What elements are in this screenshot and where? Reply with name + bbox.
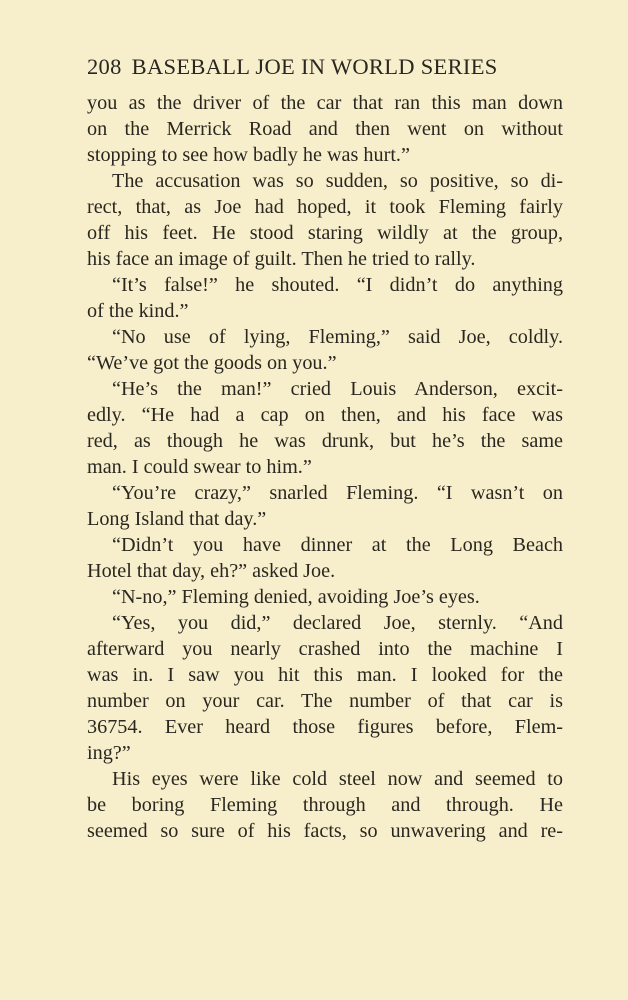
text-line: stopping to see how badly he was hurt.” <box>87 144 410 166</box>
text-line: ing?” <box>87 742 131 764</box>
text-line: his face an image of guilt. Then he tried to rally. <box>87 248 476 270</box>
text-line: of the kind.” <box>87 300 189 322</box>
text-line: edly. “He had a cap on then, and his face was <box>87 404 563 426</box>
text-line: “He’s the man!” cried Louis Anderson, excit- <box>112 378 563 400</box>
text-line: The accusation was so sudden, so positive, so di- <box>112 170 563 192</box>
text-line: “N-no,” Fleming denied, avoiding Joe’s eyes. <box>112 586 480 608</box>
text-line: man. I could swear to him.” <box>87 456 312 478</box>
text-line: Long Island that day.” <box>87 508 267 530</box>
text-line: number on your car. The number of that car is <box>87 690 563 712</box>
text-line: His eyes were like cold steel now and seemed to <box>112 768 563 790</box>
text-line: “Didn’t you have dinner at the Long Beach <box>112 534 563 556</box>
text-line: “We’ve got the goods on you.” <box>87 352 337 374</box>
page-number: 208 <box>87 54 122 79</box>
text-line: rect, that, as Joe had hoped, it took Fleming fairly <box>87 196 563 218</box>
text-line: 36754. Ever heard those figures before, Flem- <box>87 716 563 738</box>
text-line: afterward you nearly crashed into the machine I <box>87 638 563 660</box>
body-text <box>87 90 563 844</box>
text-line: “No use of lying, Fleming,” said Joe, coldly. <box>112 326 563 348</box>
text-line: you as the driver of the car that ran this man down <box>87 92 563 114</box>
text-line: was in. I saw you hit this man. I looked for the <box>87 664 563 686</box>
text-line: red, as though he was drunk, but he’s the same <box>87 430 563 452</box>
text-line: on the Merrick Road and then went on without <box>87 118 563 140</box>
text-line: “You’re crazy,” snarled Fleming. “I wasn’t on <box>112 482 563 504</box>
text-line: Hotel that day, eh?” asked Joe. <box>87 560 336 582</box>
running-title: BASEBALL JOE IN WORLD SERIES <box>131 54 498 79</box>
text-line: “It’s false!” he shouted. “I didn’t do anything <box>112 274 563 296</box>
text-line: “Yes, you did,” declared Joe, sternly. “And <box>112 612 563 634</box>
text-line: be boring Fleming through and through. He <box>87 794 563 816</box>
text-line: seemed so sure of his facts, so unwavering and re- <box>87 820 563 842</box>
running-header <box>87 54 532 84</box>
text-line: off his feet. He stood staring wildly at the group, <box>87 222 563 244</box>
